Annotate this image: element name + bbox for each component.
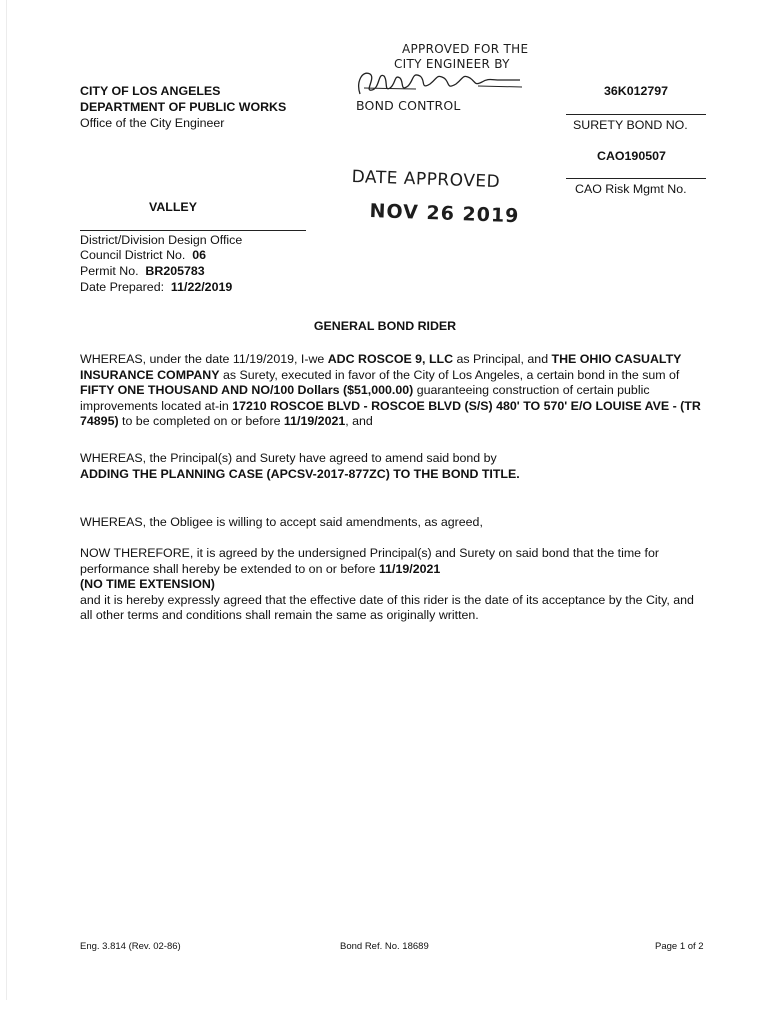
bond-amount: FIFTY ONE THOUSAND AND NO/100 Dollars ($51,000.00) [80,383,414,397]
cao-rule [566,178,706,179]
stamp-engineer-line: CITY ENGINEER BY [394,57,510,71]
surety-name: THE OHIO CASUALTY INSURANCE COMPANY [80,352,682,382]
cao-label: CAO Risk Mgmt No. [575,182,687,196]
date-prepared-label: Date Prepared: [80,280,165,294]
paragraph-amendment: WHEREAS, the Principal(s) and Surety have agreed to amend said bond by ADDING THE PLANNING CASE (APCSV-2017-877ZC) TO THE BOND TITLE. [80,451,706,482]
district-label: District/Division Design Office [80,233,243,247]
date-approved-value: NOV 26 2019 [369,200,520,228]
stamp-approved-line: APPROVED FOR THE [402,42,529,56]
org-name: CITY OF LOS ANGELES [80,84,221,98]
paragraph-obligee: WHEREAS, the Obligee is willing to accept said amendments, as agreed, [80,515,483,529]
permit-number [80,264,205,280]
council-label: Council District No. [80,248,186,262]
date-approved-label: DATE APPROVED [351,167,501,193]
completion-date: 11/19/2021 [283,414,346,428]
date-prepared [80,280,232,296]
scan-edge [6,0,7,1000]
surety-bond-label: SURETY BOND NO. [573,118,688,132]
council-value: 06 [192,248,207,262]
no-time-extension: (NO TIME EXTENSION) [80,577,215,591]
principal-name: ADC ROSCOE 9, LLC [327,352,454,366]
cao-number: CAO190507 [597,149,666,163]
project-location: 17210 ROSCOE BLVD - ROSCOE BLVD (S/S) 480' TO 570' E/O LOUISE AVE - (TR 74895) [80,398,701,428]
permit-label: Permit No. [80,264,139,278]
page-number: Page 1 of 2 [655,941,704,952]
document-title: GENERAL BOND RIDER [313,319,457,333]
district-rule [80,230,306,231]
date-prepared-value: 11/22/2019 [170,280,233,294]
surety-bond-number: 36K012797 [604,84,669,98]
paragraph-now-therefore: NOW THEREFORE, it is agreed by the undersigned Principal(s) and Surety on said bond that the time for performance shall hereby be extended to on or before 11/19/2021 (NO TIME EXTENSION) and it is hereby expressly agreed that the effective date of this rider is the date of its acceptance by the City, and all other terms and conditions shall remain the same as originally written. [80,546,706,624]
form-number: Eng. 3.814 (Rev. 02-86) [80,941,181,952]
district-name: VALLEY [149,200,197,214]
org-department: DEPARTMENT OF PUBLIC WORKS [80,100,287,114]
council-district [80,248,206,264]
stamp-bond-control: BOND CONTROL [356,98,461,113]
org-office: Office of the City Engineer [80,116,225,130]
performance-date: 11/19/2021 [378,561,441,576]
bond-ref-number: Bond Ref. No. 18689 [340,941,429,952]
surety-bond-rule [566,114,706,115]
paragraph-bond-details: WHEREAS, under the date 11/19/2019, I-we ADC ROSCOE 9, LLC as Principal, and THE OHIO CASUALTY INSURANCE COMPANY as Surety, executed in favor of the City of Los Angeles, a certain bond in the sum of FIFTY ONE THOUSAND AND NO/100 Dollars ($51,000.00) guaranteeing construction of certain public improvements located at-in 17210 ROSCOE BLVD - ROSCOE BLVD (S/S) 480' TO 570' E/O LOUISE AVE - (TR 74895) to be completed on or before 11/19/2021, and [80,352,701,428]
permit-value: BR205783 [145,264,205,278]
amendment-text: ADDING THE PLANNING CASE (APCSV-2017-877ZC) TO THE BOND TITLE. [80,466,520,481]
approval-signature [350,62,525,102]
